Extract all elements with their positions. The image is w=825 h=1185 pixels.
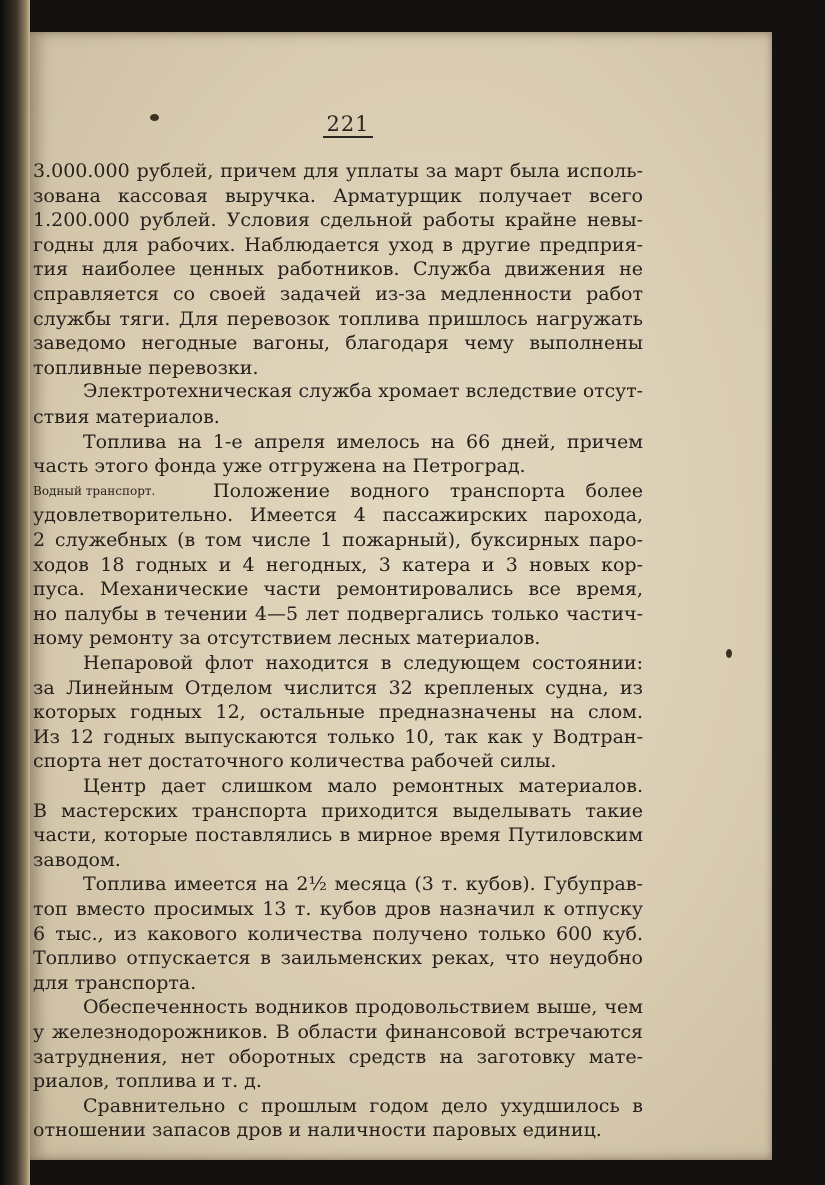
page-number: 221 <box>323 112 373 138</box>
text-line: Топлива на 1-е апреля имелось на 66 дней, причем <box>83 430 643 453</box>
text-line: для транспорта. <box>33 971 197 994</box>
text-line: у железнодорожников. В области финансовой встречаются <box>33 1021 643 1043</box>
text-line: Положение водного транспорта более <box>213 479 643 502</box>
text-line: Из 12 годных выпускаются только 10, так как у Водтран- <box>33 725 643 748</box>
book-spine-shadow <box>0 0 30 1185</box>
text-line: В мастерских транспорта приходится выделывать такие <box>33 799 643 822</box>
text-line: заводом. <box>33 848 121 871</box>
text-line: Электротехническая служба хромает вследствие отсут- <box>83 381 643 403</box>
text-line: топливные перевозки. <box>33 356 259 379</box>
book-page <box>30 32 772 1160</box>
text-line: годны для рабочих. Наблюдается уход в другие предприя- <box>33 233 643 256</box>
text-line: справляется со своей задачей из-за медленности работ <box>33 283 643 305</box>
text-line: 6 тыс., из какового количества получено только 600 куб. <box>33 922 643 945</box>
text-line: Центр дает слишком мало ремонтных материалов. <box>83 775 643 797</box>
text-line: службы тяги. Для перевозок топлива пришлось нагружать <box>33 307 643 330</box>
text-line: отношении запасов дров и наличности паровых единиц. <box>33 1119 602 1142</box>
text-line: Топлива имеется на 2½ месяца (3 т. кубов). Губуправ- <box>83 873 643 896</box>
marginal-note: Водный транспорт. <box>33 483 156 498</box>
text-line: Сравнительно с прошлым годом дело ухудшилось в <box>83 1094 643 1117</box>
text-line: спорта нет достаточного количества рабочей силы. <box>33 750 557 773</box>
text-line: заведомо негодные вагоны, благодаря чему выполнены <box>33 332 643 355</box>
text-line: Обеспеченность водников продовольствием выше, чем <box>83 996 643 1019</box>
text-line: 1.200.000 рублей. Условия сдельной работы крайне невы- <box>33 209 643 232</box>
text-line: за Линейным Отделом числится 32 крепленых судна, из <box>33 676 643 699</box>
text-line: но палубы в течении 4—5 лет подвергались только частич- <box>33 602 643 625</box>
text-line: 3.000.000 рублей, причем для уплаты за март была исполь- <box>33 160 643 182</box>
text-line: части, которые поставлялись в мирное время Путиловским <box>33 824 643 847</box>
text-line: зована кассовая выручка. Арматурщик получает всего <box>33 184 643 207</box>
text-line: ному ремонту за отсутствием лесных материалов. <box>33 627 541 650</box>
text-line: удовлетворительно. Имеется 4 пассажирских парохода, <box>33 504 643 527</box>
text-line: ствия материалов. <box>33 406 220 428</box>
text-line: Непаровой флот находится в следующем состоянии: <box>83 652 643 674</box>
text-line: затруднения, нет оборотных средств на заготовку мате- <box>33 1045 643 1068</box>
text-line: ходов 18 годных и 4 негодных, 3 катера и 3 новых кор- <box>33 553 643 576</box>
ink-blot <box>726 649 732 658</box>
ink-blot <box>150 114 159 121</box>
text-line: 2 служебных (в том числе 1 пожарный), буксирных паро- <box>33 529 643 551</box>
text-line: пуса. Механические части ремонтировались все время, <box>33 578 643 601</box>
text-line: часть этого фонда уже отгружена на Петроград. <box>33 455 526 478</box>
text-line: Топливо отпускается в заильменских реках, что неудобно <box>33 947 643 970</box>
text-line: которых годных 12, остальные предназначены на слом. <box>33 701 643 724</box>
text-line: тия наиболее ценных работников. Служба движения не <box>33 258 643 281</box>
text-line: риалов, топлива и т. д. <box>33 1070 262 1093</box>
text-line: топ вместо просимых 13 т. кубов дров назначил к отпуску <box>33 898 643 920</box>
